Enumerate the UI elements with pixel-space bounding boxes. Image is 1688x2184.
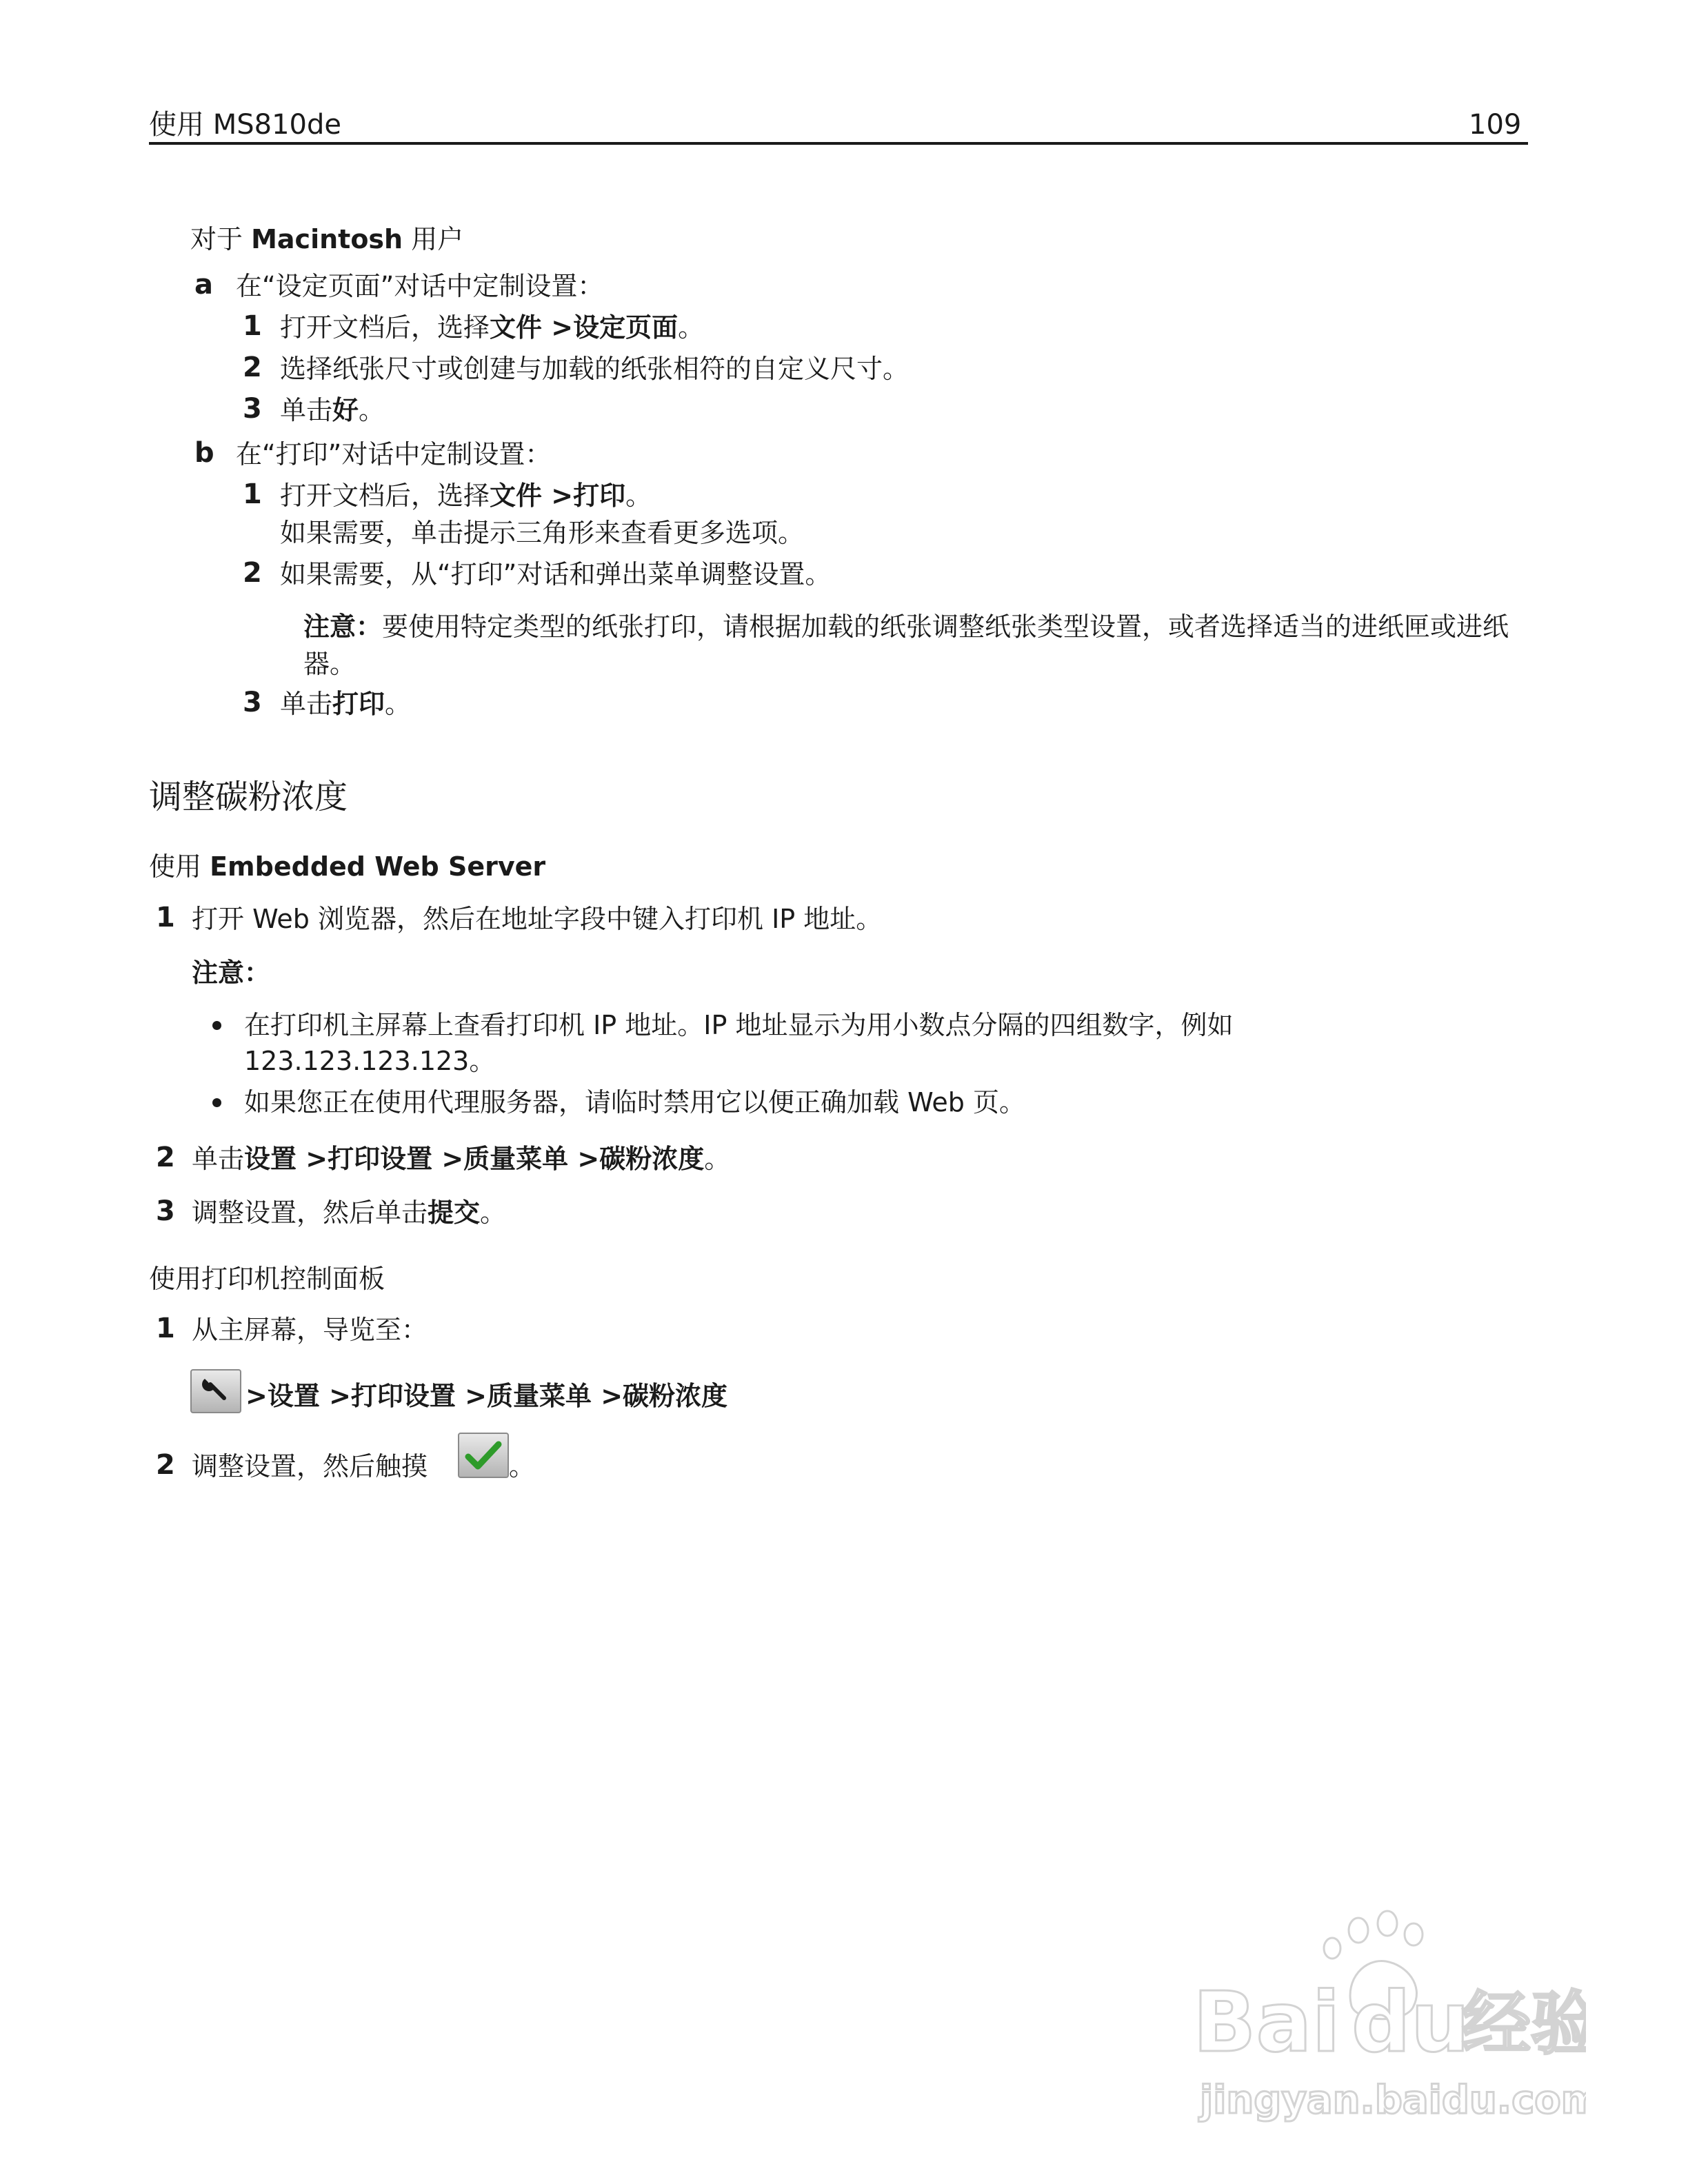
step-a1-num: 1	[243, 310, 262, 342]
header-rule	[149, 142, 1528, 145]
panel-step1-text: 从主屏幕，导览至：	[192, 1315, 428, 1345]
step-b2-text: 如果需要，从“打印”对话和弹出菜单调整设置。	[280, 559, 832, 589]
section-heading: 调整碳粉浓度	[149, 778, 348, 816]
ews-step3-num: 3	[156, 1195, 175, 1227]
page-number: 109	[1469, 109, 1522, 141]
step-a1-text: 打开文档后，选择文件 >设定页面。	[280, 312, 705, 343]
step-b2-num: 2	[243, 557, 262, 589]
step-b3-num: 3	[243, 687, 262, 718]
bullet-marker	[212, 1021, 221, 1030]
step-a2-num: 2	[243, 352, 262, 383]
panel-path: >设置 >打印设置 >质量菜单 >碳粉浓度	[245, 1381, 728, 1411]
step-b1-subtext: 如果需要，单击提示三角形来查看更多选项。	[280, 518, 805, 548]
baidu-watermark	[1186, 1910, 1586, 2130]
print-note: 注意：要使用特定类型的纸张打印，请根据加载的纸张调整纸张类型设置，或者选择适当的进纸匣或进纸器。	[303, 611, 1509, 679]
ews-note-label: 注意：	[192, 958, 271, 988]
mac-heading: 对于 Macintosh 用户	[190, 224, 464, 254]
panel-step1-num: 1	[156, 1313, 175, 1344]
step-b1-text: 打开文档后，选择文件 >打印。	[280, 481, 652, 511]
step-a3-text: 单击好。	[280, 395, 385, 425]
watermark-brand2: du	[1352, 1975, 1470, 2071]
step-a3-num: 3	[243, 393, 262, 425]
step-b1-num: 1	[243, 478, 262, 510]
ews-step2-text: 单击设置 >打印设置 >质量菜单 >碳粉浓度。	[192, 1144, 731, 1174]
wrench-icon	[190, 1369, 241, 1413]
ews-step3-text: 调整设置，然后单击提交。	[192, 1197, 507, 1228]
bullet-marker	[212, 1098, 221, 1107]
ews-bullet1-line2: 123.123.123.123。	[244, 1046, 496, 1076]
panel-heading: 使用打印机控制面板	[149, 1264, 385, 1294]
step-b-text: 在“打印”对话中定制设置：	[236, 439, 552, 469]
step-b3-text: 单击打印。	[280, 689, 412, 719]
panel-step2-post: 。	[509, 1451, 536, 1482]
step-label-b: b	[194, 437, 214, 469]
watermark-url: jingyan.baidu.com	[1200, 2078, 1586, 2123]
step-a-text: 在“设定页面”对话中定制设置：	[236, 271, 604, 301]
ews-bullet2: 如果您正在使用代理服务器，请临时禁用它以便正确加载 Web 页。	[244, 1087, 1026, 1118]
checkmark-icon	[458, 1433, 509, 1478]
ews-step2-num: 2	[156, 1142, 175, 1173]
ews-bullet1-line1: 在打印机主屏幕上查看打印机 IP 地址。IP 地址显示为用小数点分隔的四组数字，例如	[244, 1010, 1234, 1040]
watermark-cn: 经验	[1462, 1983, 1586, 2064]
ews-heading: 使用 Embedded Web Server	[149, 851, 546, 882]
panel-step2-num: 2	[156, 1449, 175, 1481]
panel-step2-pre: 调整设置，然后触摸	[192, 1451, 428, 1482]
watermark-brand: Bai	[1193, 1975, 1340, 2071]
step-a2-text: 选择纸张尺寸或创建与加载的纸张相符的自定义尺寸。	[280, 354, 910, 384]
ews-step1-text: 打开 Web 浏览器，然后在地址字段中键入打印机 IP 地址。	[192, 904, 883, 934]
ews-step1-num: 1	[156, 902, 175, 933]
step-label-a: a	[194, 269, 213, 301]
header-title: 使用 MS810de	[149, 109, 341, 141]
